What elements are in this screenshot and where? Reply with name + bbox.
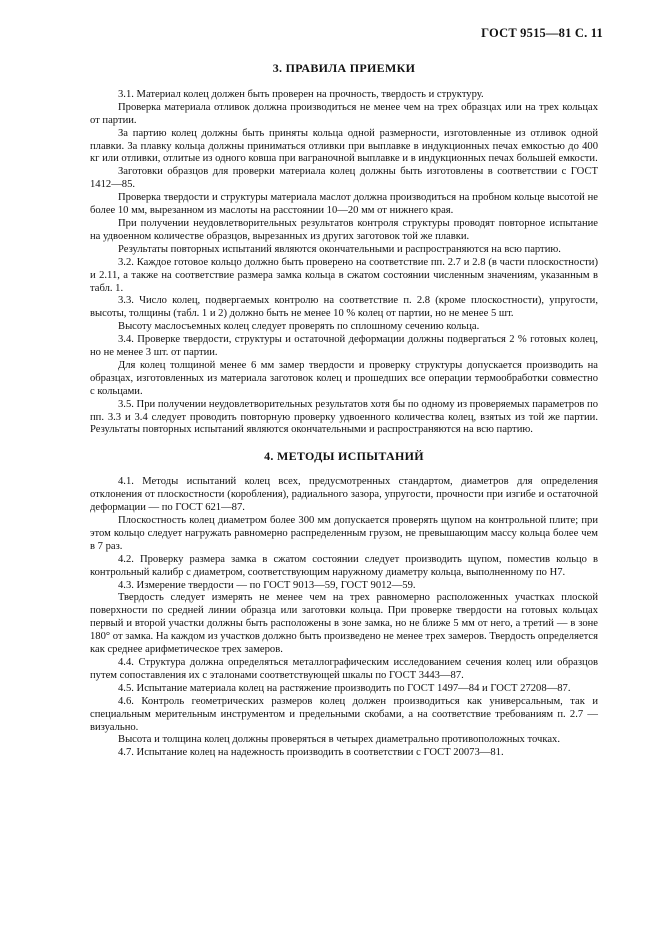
paragraph: 4.3. Измерение твердости — по ГОСТ 9013—59, ГОСТ 9012—59. (118, 579, 416, 591)
paragraph: Проверка твердости и структуры материала маслот должна производиться на пробном кольце высотой не более 10 мм, вырезанном из маслоты на расстоянии 10—20 мм от нижнего края. (90, 192, 598, 217)
paragraph: 4.7. Испытание колец на надежность производить в соответствии с ГОСТ 20073—81. (118, 747, 504, 759)
paragraph: Плоскостность колец диаметром более 300 мм допускается проверять щупом на контрольной плите; при этом кольцо следует нагружать равномерно распределенным грузом, не превышающим массу кольца более чем в 7 раз. (90, 515, 598, 552)
paragraph: Заготовки образцов для проверки материала колец должны быть изготовлены в соответствии с ГОСТ 1412—85. (90, 166, 598, 191)
paragraph: При получении неудовлетворительных результатов контроля структуры проводят повторное испытание на удвоенном количестве образцов, вырезанных из других заготовок той же плавки. (90, 217, 598, 242)
paragraph: 4.2. Проверку размера замка в сжатом состоянии следует производить щупом, поместив кольцо в контрольный калибр с диаметром, соответствующим наружному диаметру кольца, выполненному по Н7. (90, 553, 598, 578)
paragraph: Для колец толщиной менее 6 мм замер твердости и проверку структуры допускается производить на образцах, изготовленных из материала заготовок колец и прошедших все операции термообработки совместно с кольцами. (90, 359, 598, 397)
section-title-acceptance-rules: 3. ПРАВИЛА ПРИЕМКИ (272, 61, 416, 75)
paragraph: 4.6. Контроль геометрических размеров колец должен производиться как универсальным, так и специальным мерительным инструментом и предельными скобами, а на соответствие требованиям п. 2.7 — визуально. (90, 695, 598, 733)
paragraph: 4.5. Испытание материала колец на растяжение производить по ГОСТ 1497—84 и ГОСТ 27208—87. (118, 682, 571, 694)
paragraph: 4.4. Структура должна определяться металлографическим исследованием сечения колец или образцов путем сопоставления их с эталонами соответствующей шкалы по ГОСТ 3443—87. (90, 656, 598, 681)
document-body (90, 58, 598, 760)
paragraph: За партию колец должны быть приняты кольца одной размерности, изготовленные из отливок одной плавки. За плавку кольца должны приниматься отливки при выплавке в индукционных печах емкостью до 400 кг или отливки, отлитые из одного ковша при ваграночной выплавке и в индукционных печах большей емкости. (90, 127, 598, 165)
paragraph: 3.2. Каждое готовое кольцо должно быть проверено на соответствие пп. 2.7 и 2.8 (в части плоскостности) и 2.11, а также на соответствие размера замка кольца в сжатом состоянии численным значениям, указанным в табл. 1. (90, 256, 598, 294)
paragraph: Проверка материала отливок должна производиться не менее чем на трех образцах или на трех кольцах от партии. (90, 101, 598, 126)
paragraph: Твердость следует измерять не менее чем на трех равномерно расположенных участках плоской поверхности по средней линии образца или заготовки кольца. При проверке твердости на готовых кольцах первый и второй участки должны быть расположены в зоне замка, но не ближе 5 мм от него, а третий — в зоне 180° от замка. На каждом из участков должно быть произведено не менее трех замеров. Твердость определяется как среднее арифметическое трех замеров. (90, 592, 598, 656)
section-test-methods (90, 476, 598, 760)
paragraph: 3.3. Число колец, подвергаемых контролю на соответствие п. 2.8 (кроме плоскостности), упругости, высоты, толщины (табл. 1 и 2) должно быть не менее 10 % колец от партии, но не менее 5 шт. (90, 295, 598, 320)
page-header: ГОСТ 9515—81 С. 11 (481, 26, 603, 40)
paragraph: 4.1. Методы испытаний колец всех, предусмотренных стандартом, диаметров для определения отклонения от плоскостности (коробления), радиального зазора, упругости, прочности при изгибе и остаточной деформации — по ГОСТ 621—87. (90, 476, 598, 514)
paragraph: 3.4. Проверке твердости, структуры и остаточной деформации должны подвергаться 2 % готовых колец, но не менее 3 шт. от партии. (90, 334, 598, 359)
paragraph: Высота и толщина колец должны проверяться в четырех диаметрально противоположных точках. (118, 734, 560, 746)
paragraph: 3.5. При получении неудовлетворительных результатов хотя бы по одному из проверяемых параметров по пп. 3.3 и 3.4 следует проводить повторную проверку удвоенного количества колец, взятых из той же партии. Результаты повторных испытаний являются окончательными и распространяются на всю партию. (90, 398, 598, 436)
paragraph: Высоту маслосъемных колец следует проверять по сплошному сечению кольца. (118, 321, 480, 333)
paragraph: Результаты повторных испытаний являются окончательными и распространяются на всю партию. (118, 243, 561, 255)
section-title-test-methods: 4. МЕТОДЫ ИСПЫТАНИЙ (264, 449, 424, 464)
section-acceptance-rules (90, 89, 598, 437)
paragraph: 3.1. Материал колец должен быть проверен на прочность, твердость и структуру. (118, 88, 484, 100)
